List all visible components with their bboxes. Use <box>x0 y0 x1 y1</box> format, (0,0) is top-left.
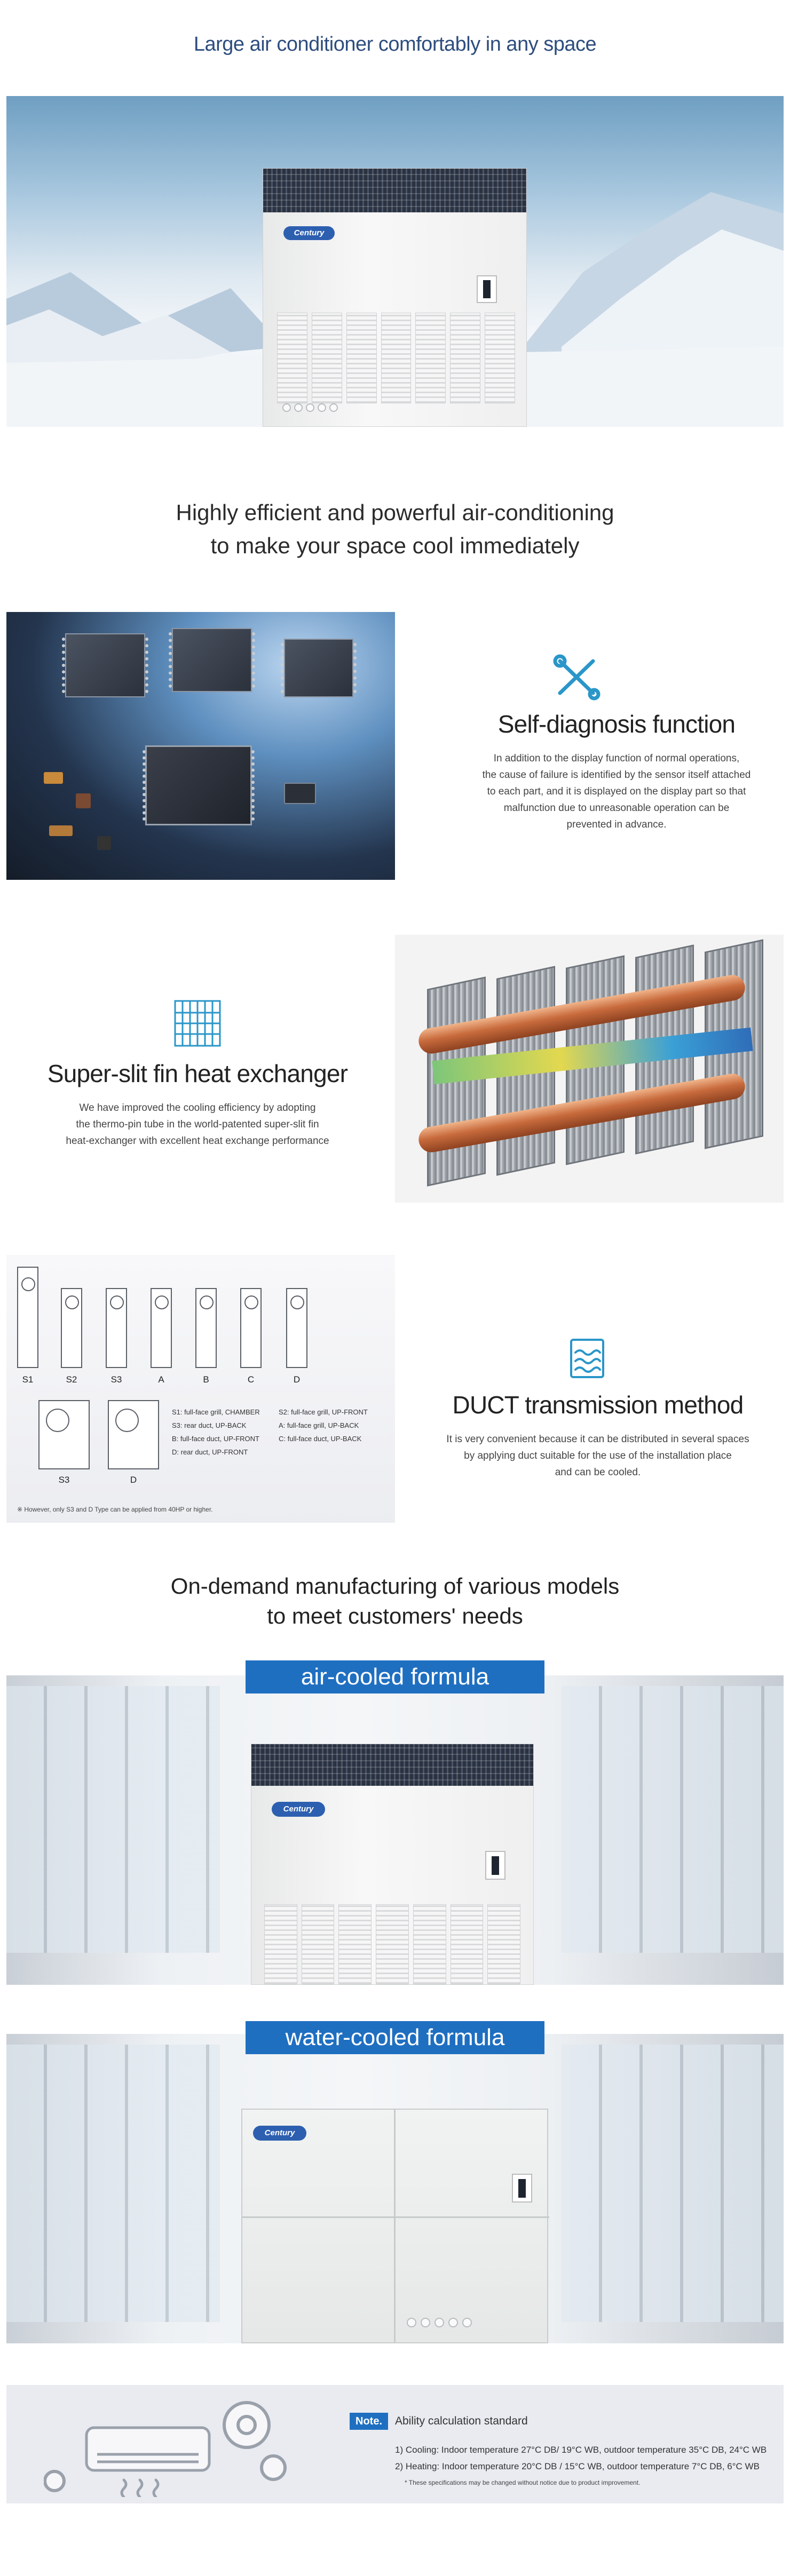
fin-desc-1: We have improved the cooling efficiency by adopting <box>79 1102 316 1114</box>
processor-chip <box>145 745 252 825</box>
duct-unit-b <box>195 1288 217 1368</box>
duct-unit-s3 <box>106 1288 127 1368</box>
brand-logo: Century <box>253 2126 306 2141</box>
control-knobs <box>407 2318 472 2327</box>
duct-label: A <box>158 1374 164 1385</box>
legend-item: A: full-face grill, UP-BACK <box>279 1421 359 1429</box>
duct-legend <box>172 1405 260 1459</box>
brand-logo: Century <box>283 226 335 240</box>
section-headline-2 <box>0 1571 790 1631</box>
note-disclaimer: * These specifications may be changed without notice due to product improvement. <box>405 2479 641 2486</box>
note-box <box>6 2385 784 2503</box>
duct-unit-a <box>151 1288 172 1368</box>
circuit-board-image <box>6 612 395 880</box>
panel-seam <box>242 2216 549 2218</box>
chip <box>65 633 145 697</box>
louver-grille <box>277 313 515 403</box>
duct-label: D <box>293 1374 301 1385</box>
air-conditioner-unit <box>263 168 527 427</box>
tools-icon <box>552 654 602 701</box>
office-window <box>6 2045 220 2322</box>
chip <box>172 628 252 692</box>
self-diagnosis-text <box>406 710 790 833</box>
legend-item: S2: full-face grill, UP-FRONT <box>279 1408 368 1416</box>
component <box>44 772 63 784</box>
duct-label: S1 <box>22 1374 34 1385</box>
headline-line-1: On-demand manufacturing of various models <box>170 1573 620 1599</box>
headline-line-1: Highly efficient and powerful air-conditioning <box>176 500 614 525</box>
office-window <box>562 1686 784 1953</box>
self-diagnosis-desc-1: In addition to the display function of normal operations, <box>493 753 740 764</box>
legend-item: D: rear duct, UP-FRONT <box>172 1448 248 1456</box>
note-badge: Note. <box>350 2413 388 2430</box>
note-title: Ability calculation standard <box>395 2415 528 2427</box>
legend-item: S1: full-face grill, CHAMBER <box>172 1408 260 1416</box>
duct-unit-c <box>240 1288 262 1368</box>
duct-footnote: ※ However, only S3 and D Type can be applied from 40HP or higher. <box>17 1506 213 1513</box>
fin-desc-3: heat-exchanger with excellent heat exchange performance <box>66 1135 329 1147</box>
water-cooled-unit <box>241 2109 548 2343</box>
duct-unit-d <box>286 1288 307 1368</box>
heat-exchanger-image <box>395 935 784 1203</box>
duct-desc-2: by applying duct suitable for the use of the installation place <box>464 1450 732 1461</box>
duct-desc-1: It is very convenient because it can be distributed in several spaces <box>446 1434 749 1445</box>
duct-text <box>406 1390 790 1481</box>
air-cooled-image <box>6 1675 784 1985</box>
duct-label: S3 <box>110 1374 122 1385</box>
duct-label: C <box>247 1374 255 1385</box>
duct-title: DUCT transmission method <box>452 1391 744 1419</box>
louver-grille <box>264 1904 520 1984</box>
duct-unit-s3-large <box>38 1400 90 1469</box>
legend-item: S3: rear duct, UP-BACK <box>172 1421 247 1429</box>
component <box>49 825 73 836</box>
water-cooled-banner: water-cooled formula <box>246 2021 544 2054</box>
hero-caption: Large air conditioner comfortably in any space <box>193 33 597 55</box>
hero-image <box>6 96 784 427</box>
duct-desc-3: and can be cooled. <box>555 1467 641 1478</box>
legend-item: B: full-face duct, UP-FRONT <box>172 1435 259 1443</box>
duct-unit-s1 <box>17 1267 38 1368</box>
component <box>284 783 316 804</box>
duct-unit-s2 <box>61 1288 82 1368</box>
panel-seam <box>394 2110 396 2343</box>
ac-gear-illustration <box>44 2396 295 2497</box>
self-diagnosis-desc-3: to each part, and it is displayed on the display part so that <box>487 786 746 797</box>
note-line-2: 2) Heating: Indoor temperature 20°C DB / 15°C WB, outdoor temperature 7°C DB, 6°C WB <box>395 2461 760 2471</box>
legend-item: C: full-face duct, UP-BACK <box>279 1435 362 1443</box>
fin-desc-2: the thermo-pin tube in the world-patented super-slit fin <box>76 1119 319 1130</box>
duct-legend-2 <box>279 1405 368 1445</box>
water-cooled-image <box>6 2034 784 2343</box>
duct-label: S2 <box>66 1374 77 1385</box>
office-window <box>6 1686 220 1953</box>
office-window <box>562 2045 784 2322</box>
heat-exchanger-icon <box>172 998 223 1049</box>
self-diagnosis-desc-2: the cause of failure is identified by the sensor itself attached <box>482 769 751 781</box>
unit-grille <box>251 1744 533 1786</box>
self-diagnosis-desc-4: malfunction due to unreasonable operation can be <box>503 802 730 814</box>
self-diagnosis-desc-5: prevented in advance. <box>566 819 667 830</box>
self-diagnosis-title: Self-diagnosis function <box>497 710 736 738</box>
air-cooled-banner: air-cooled formula <box>246 1660 544 1694</box>
section-headline <box>0 496 790 562</box>
duct-diagram <box>6 1255 395 1523</box>
display-panel <box>485 1851 505 1880</box>
component <box>97 836 111 850</box>
air-cooled-unit <box>251 1744 534 1985</box>
duct-label: D <box>130 1475 137 1485</box>
fin-title: Super-slit fin heat exchanger <box>47 1060 348 1087</box>
note-line-1: 1) Cooling: Indoor temperature 27°C DB/ 19°C WB, outdoor temperature 35°C DB, 24°C WB <box>395 2445 767 2455</box>
duct-label: B <box>203 1374 209 1385</box>
chip <box>284 639 353 697</box>
brand-logo: Century <box>272 1802 325 1817</box>
headline-line-2: to meet customers' needs <box>267 1603 523 1628</box>
duct-label: S3 <box>58 1475 70 1485</box>
display-panel <box>512 2174 532 2203</box>
fin-text <box>0 1059 395 1149</box>
headline-line-2: to make your space cool immediately <box>210 533 580 558</box>
component <box>76 793 91 808</box>
unit-grille <box>263 169 526 212</box>
control-knobs <box>282 403 338 412</box>
duct-icon <box>566 1337 609 1380</box>
display-panel <box>477 275 497 303</box>
duct-unit-d-large <box>108 1400 159 1469</box>
